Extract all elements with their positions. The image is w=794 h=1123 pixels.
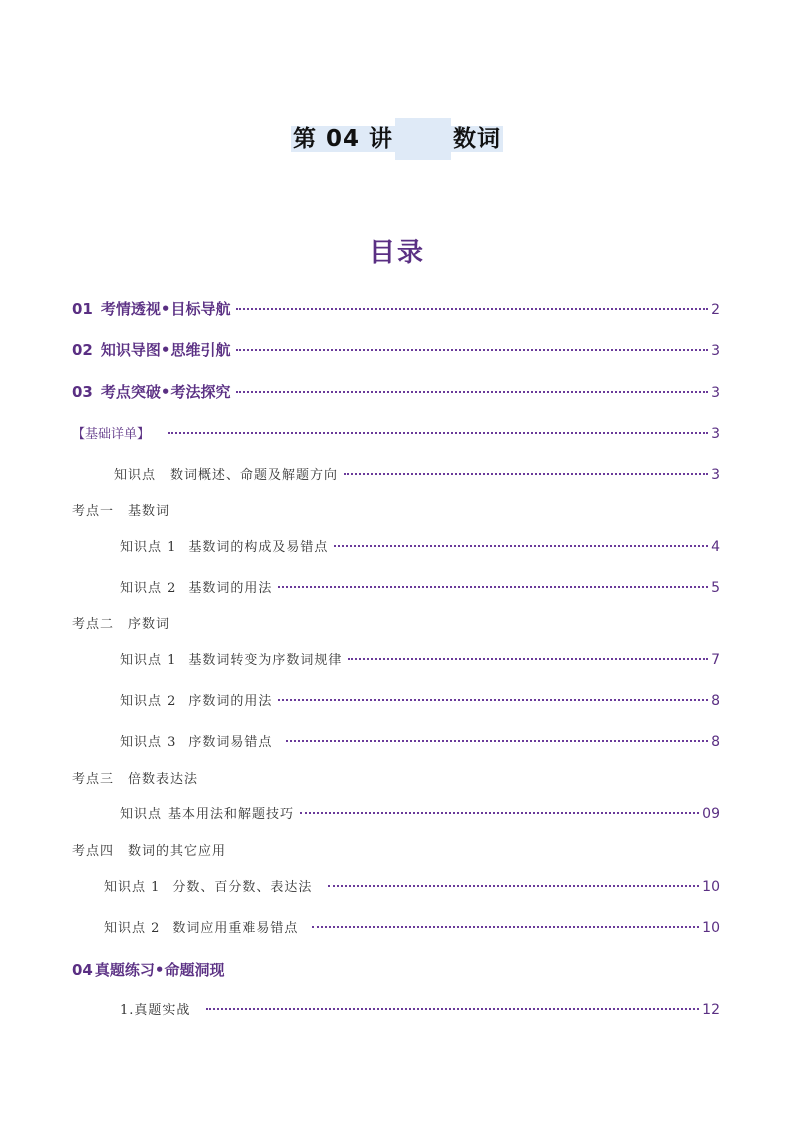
dot-leader	[344, 473, 708, 475]
toc-item-label: 知识点 1 分数、百分数、表达法	[104, 880, 313, 895]
toc-basic-label: 【基础详单】	[72, 427, 151, 442]
title-topic: 数词	[453, 126, 502, 152]
toc-page-number: 09	[702, 806, 720, 822]
toc-category-1[interactable]: 考点一 基数词	[72, 504, 171, 519]
toc-item[interactable]	[104, 917, 720, 936]
dot-leader	[286, 740, 708, 742]
toc-item-label: 知识点 3 序数词易错点	[120, 735, 273, 750]
toc-section-label: 01 考情透视•目标导航	[72, 300, 231, 318]
toc-item-label: 知识点 2 数词应用重难易错点	[104, 921, 299, 936]
toc-page-number: 2	[711, 302, 720, 318]
toc-section-04[interactable]	[72, 959, 720, 980]
toc-item-label: 知识点 1 基数词的构成及易错点	[120, 540, 329, 555]
dot-leader	[328, 885, 699, 887]
toc-item-label: 知识点 基本用法和解题技巧	[120, 807, 295, 822]
dot-leader	[236, 349, 708, 351]
toc-item[interactable]	[120, 731, 720, 750]
toc-section-02[interactable]	[72, 339, 720, 360]
toc-category-4[interactable]: 考点四 数词的其它应用	[72, 844, 227, 859]
toc-item[interactable]	[120, 536, 720, 555]
dot-leader	[278, 699, 708, 701]
toc-section-label: 03 考点突破•考法探究	[72, 383, 231, 401]
toc-item[interactable]	[104, 876, 720, 895]
toc-page-number: 10	[702, 879, 720, 895]
toc-overview[interactable]	[114, 464, 720, 483]
toc-section-label: 04 真题练习•命题洞现	[72, 961, 225, 979]
toc-page-number: 5	[711, 580, 720, 596]
toc-page-number: 7	[711, 652, 720, 668]
toc-page-number: 3	[711, 467, 720, 483]
toc-exam-item[interactable]	[120, 999, 720, 1018]
toc-page-number: 3	[711, 426, 720, 442]
dot-leader	[312, 926, 699, 928]
dot-leader	[236, 308, 708, 310]
toc-item[interactable]	[120, 803, 720, 822]
toc-item-label: 知识点 2 序数词的用法	[120, 694, 273, 709]
toc-item[interactable]	[120, 690, 720, 709]
toc-heading: 目录	[368, 238, 425, 268]
dot-leader	[168, 432, 708, 434]
toc-section-03[interactable]	[72, 381, 720, 402]
toc-page-number: 4	[711, 539, 720, 555]
toc-page-number: 3	[711, 385, 720, 401]
toc-section-label: 02 知识导图•思维引航	[72, 341, 231, 359]
toc-category-2[interactable]: 考点二 序数词	[72, 617, 171, 632]
toc-basic[interactable]	[72, 423, 720, 442]
toc-item[interactable]	[120, 649, 720, 668]
toc-item-label: 知识点 2 基数词的用法	[120, 581, 273, 596]
toc-category-3[interactable]: 考点三 倍数表达法	[72, 772, 199, 787]
toc-item-label: 知识点 1 基数词转变为序数词规律	[120, 653, 343, 668]
toc-item[interactable]	[120, 577, 720, 596]
dot-leader	[334, 545, 708, 547]
dot-leader	[236, 391, 708, 393]
toc-item-label: 1.真题实战	[120, 1003, 191, 1018]
dot-leader	[278, 586, 708, 588]
dot-leader	[348, 658, 708, 660]
title-prefix: 第 04 讲	[292, 126, 394, 152]
dot-leader	[206, 1008, 699, 1010]
dot-leader	[300, 812, 699, 814]
toc-page-number: 8	[711, 693, 720, 709]
toc-page-number: 10	[702, 920, 720, 936]
toc-page-number: 12	[702, 1002, 720, 1018]
toc-page-number: 8	[711, 734, 720, 750]
toc-section-01[interactable]	[72, 298, 720, 319]
toc-page-number: 3	[711, 343, 720, 359]
toc-item-label: 知识点 数词概述、命题及解题方向	[114, 468, 339, 483]
